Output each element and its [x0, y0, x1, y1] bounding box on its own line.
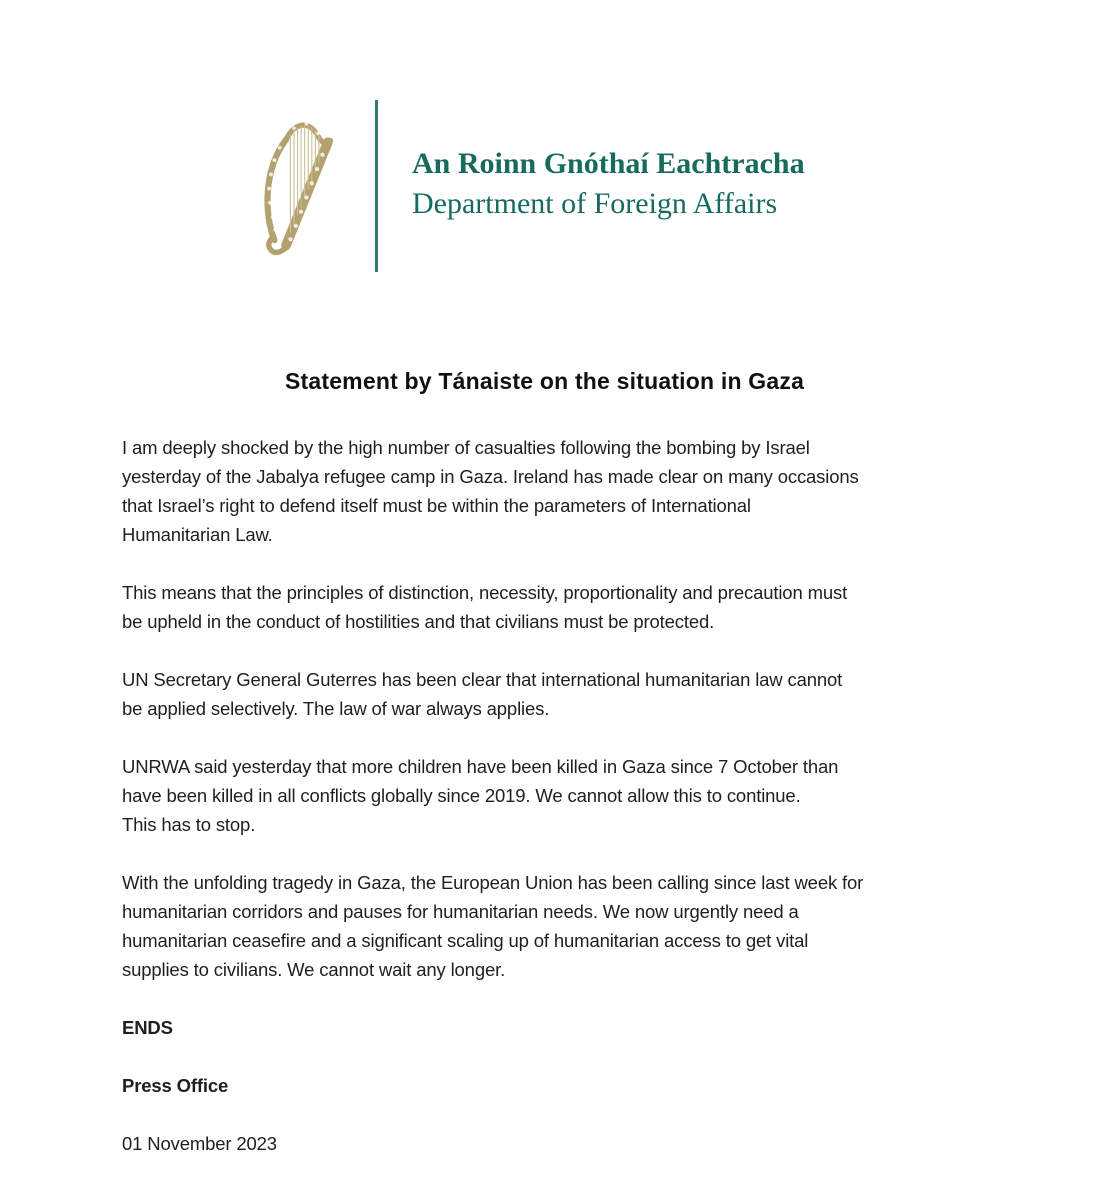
paragraph-un-secretary: UN Secretary General Guterres has been clear that international humanitarian law cannot be applied selectively. The law of war always applies. — [122, 669, 843, 719]
dfa-masthead — [262, 100, 1098, 272]
statement-title: Statement by Tánaiste on the situation in Gaza — [284, 368, 805, 394]
paragraph-eu-ceasefire: With the unfolding tragedy in Gaza, the European Union has been calling since last week for humanitarian corridors and pauses for humanitarian needs. We now urgently need a humanitarian ceasefire and a significant scaling up of humanitarian access to get vital supplies to civilians. We cannot wait any longer. — [122, 872, 864, 980]
paragraph-principles: This means that the principles of distinction, necessity, proportionality and precaution must be upheld in the conduct of hostilities and that civilians must be protected. — [122, 582, 848, 632]
department-names — [412, 144, 805, 223]
masthead-divider — [375, 100, 378, 272]
date-line: 01 November 2023 — [122, 1133, 277, 1154]
press-office-label: Press Office — [122, 1075, 229, 1096]
dept-name-english: Department of Foreign Affairs — [412, 186, 778, 220]
ends-marker: ENDS — [122, 1017, 173, 1038]
dept-name-irish: An Roinn Gnóthaí Eachtracha — [412, 147, 805, 180]
statement-body — [0, 368, 982, 1158]
irish-harp-icon — [262, 112, 342, 258]
paragraph-unrwa: UNRWA said yesterday that more children have been killed in Gaza since 7 October than have been killed in all conflicts globally since 2019. We cannot allow this to continue. This has to stop. — [122, 756, 839, 835]
paragraph-casualties: I am deeply shocked by the high number of casualties following the bombing by Israel yesterday of the Jabalya refugee camp in Gaza. Ireland has made clear on many occasions that Israel’s right to defend itself must be within the parameters of International Humanitarian Law. — [122, 437, 859, 545]
